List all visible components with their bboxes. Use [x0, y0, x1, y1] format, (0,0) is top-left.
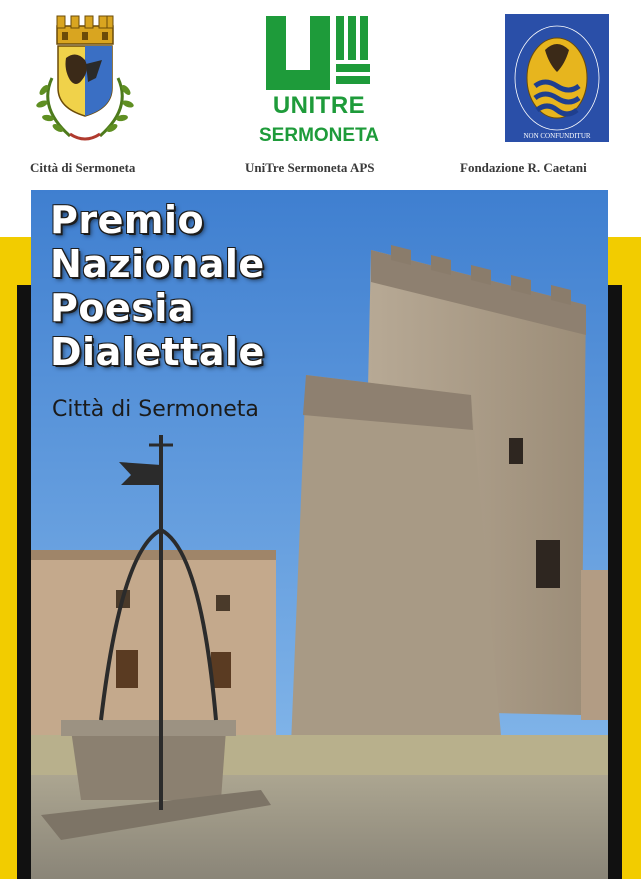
title-line: Nazionale	[50, 242, 265, 286]
unitre-subword: SERMONETA	[259, 125, 379, 146]
title-line: Dialettale	[50, 330, 265, 374]
title-line: Poesia	[50, 286, 195, 330]
poster-subtitle: Città di Sermoneta	[52, 397, 259, 422]
logo-header	[0, 0, 641, 190]
fondazione-motto: NON CONFUNDITUR	[523, 132, 591, 140]
fondazione-logo	[505, 8, 609, 146]
comune-crest-logo	[30, 8, 140, 157]
title-line: Premio	[50, 198, 205, 242]
unitre-caption: UniTre Sermoneta APS	[245, 160, 375, 175]
poster-title	[50, 198, 265, 374]
black-frame-right	[608, 285, 622, 879]
unitre-wordmark: UNITRE	[272, 92, 366, 119]
black-frame-left	[17, 285, 31, 879]
fondazione-seal-icon	[505, 8, 609, 142]
fondazione-caption: Fondazione R. Caetani	[460, 160, 587, 175]
comune-caption: Città di Sermoneta	[30, 160, 136, 175]
coat-of-arms-icon	[30, 8, 140, 153]
